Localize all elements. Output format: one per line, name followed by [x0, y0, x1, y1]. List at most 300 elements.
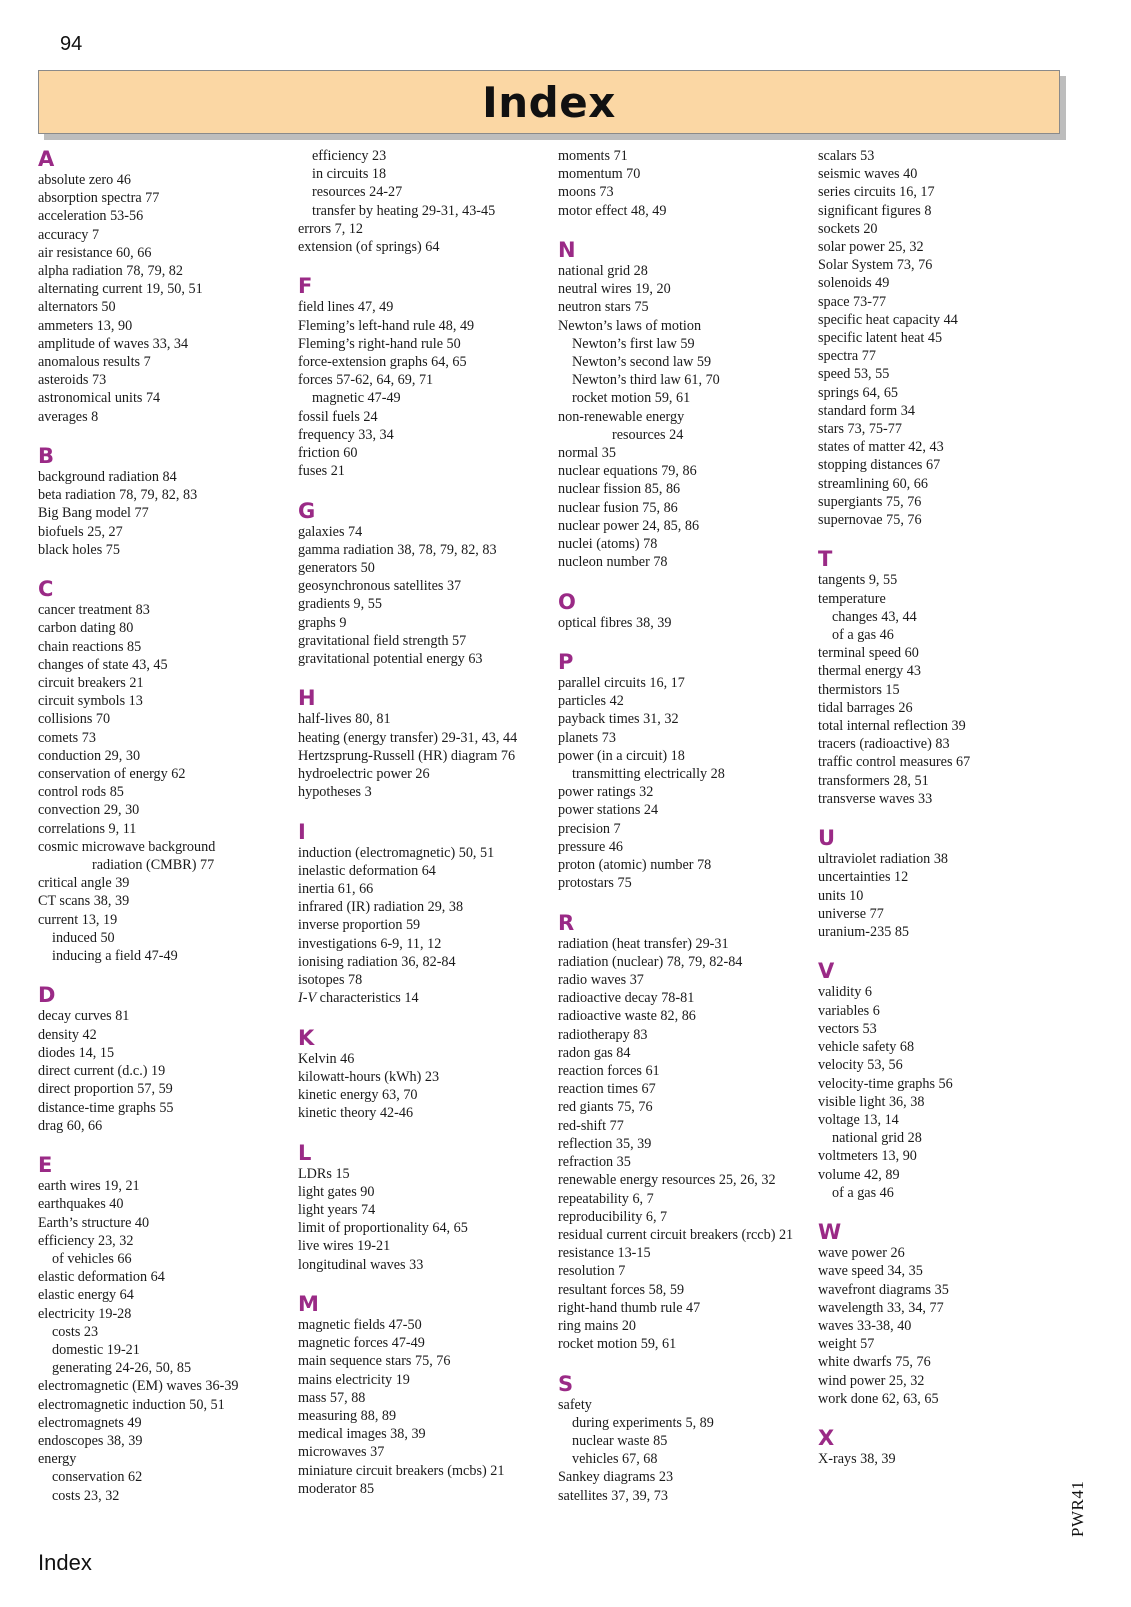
section-gap — [38, 426, 288, 444]
index-entry: velocity 53, 56 — [818, 1057, 903, 1074]
section-gap — [818, 808, 1068, 826]
section-gap — [298, 1274, 548, 1292]
index-entry: uncertainties 12 — [818, 869, 909, 886]
index-entry: distance-time graphs 55 — [38, 1099, 174, 1116]
index-entry: accuracy 7 — [38, 226, 100, 243]
section-letter: P — [558, 650, 574, 675]
section-gap — [298, 256, 548, 274]
index-entry: refraction 35 — [558, 1154, 631, 1171]
index-entry: light years 74 — [298, 1202, 376, 1219]
index-entry: fossil fuels 24 — [298, 408, 378, 425]
index-entry: vehicle safety 68 — [818, 1039, 915, 1056]
index-entry: Fleming’s right-hand rule 50 — [298, 335, 461, 352]
index-entry: optical fibres 38, 39 — [558, 614, 672, 631]
section-letter: O — [558, 589, 576, 614]
index-entry: Earth’s structure 40 — [38, 1214, 150, 1231]
index-entry: nuclear fusion 75, 86 — [558, 499, 678, 516]
index-entry: alternating current 19, 50, 51 — [38, 281, 203, 298]
index-entry: speed 53, 55 — [818, 366, 890, 383]
index-entry: radiation (heat transfer) 29-31 — [558, 935, 729, 952]
index-entry: supergiants 75, 76 — [818, 493, 922, 510]
index-entry: live wires 19-21 — [298, 1238, 391, 1255]
index-entry: waves 33-38, 40 — [818, 1317, 912, 1334]
index-entry: stars 73, 75-77 — [818, 421, 902, 438]
index-subentry: inducing a field 47-49 — [52, 948, 178, 965]
index-entry: investigations 6-9, 11, 12 — [298, 935, 442, 952]
index-entry: temperature — [818, 590, 886, 607]
index-entry: wavelength 33, 34, 77 — [818, 1299, 944, 1316]
index-entry: geosynchronous satellites 37 — [298, 578, 462, 595]
index-entry: direct proportion 57, 59 — [38, 1081, 173, 1098]
index-subentry: rocket motion 59, 61 — [572, 390, 691, 407]
index-entry: induction (electromagnetic) 50, 51 — [298, 844, 495, 861]
index-entry: solar power 25, 32 — [818, 239, 924, 256]
index-entry: volume 42, 89 — [818, 1166, 900, 1183]
index-entry: air resistance 60, 66 — [38, 244, 152, 261]
section-gap — [818, 941, 1068, 959]
index-entry: main sequence stars 75, 76 — [298, 1353, 451, 1370]
index-entry: medical images 38, 39 — [298, 1426, 426, 1443]
index-entry: I-V characteristics 14 — [298, 990, 419, 1007]
section-gap — [38, 1135, 288, 1153]
index-entry: friction 60 — [298, 445, 358, 462]
index-entry: anomalous results 7 — [38, 354, 151, 371]
index-entry: nuclear fission 85, 86 — [558, 481, 681, 498]
index-entry: weight 57 — [818, 1336, 875, 1353]
index-entry: radioactive waste 82, 86 — [558, 1008, 696, 1025]
index-entry: control rods 85 — [38, 784, 124, 801]
index-entry: cancer treatment 83 — [38, 602, 150, 619]
index-entry: normal 35 — [558, 445, 616, 462]
index-subentry: Newton’s third law 61, 70 — [572, 372, 720, 389]
index-entry: visible light 36, 38 — [818, 1093, 925, 1110]
section-letter: K — [298, 1025, 315, 1050]
index-entry: universe 77 — [818, 905, 884, 922]
section-letter: B — [38, 444, 55, 469]
index-entry: specific heat capacity 44 — [818, 311, 958, 328]
index-entry: power (in a circuit) 18 — [558, 747, 685, 764]
index-subentry: national grid 28 — [832, 1130, 922, 1147]
index-column-2 — [298, 147, 548, 1498]
index-entry: conservation of energy 62 — [38, 766, 186, 783]
index-entry: cosmic microwave background — [38, 838, 216, 855]
index-entry: fuses 21 — [298, 463, 345, 480]
index-entry: alternators 50 — [38, 299, 116, 316]
index-subentry: costs 23 — [52, 1323, 99, 1340]
index-subentry: Newton’s second law 59 — [572, 354, 712, 371]
index-entry: repeatability 6, 7 — [558, 1190, 654, 1207]
index-subentry: magnetic 47-49 — [312, 390, 401, 407]
index-entry: velocity-time graphs 56 — [818, 1075, 953, 1092]
index-entry: limit of proportionality 64, 65 — [298, 1220, 468, 1237]
index-entry: density 42 — [38, 1026, 97, 1043]
index-entry: thermistors 15 — [818, 681, 900, 698]
index-entry: states of matter 42, 43 — [818, 439, 944, 456]
side-code: PWR41 — [1068, 1480, 1087, 1537]
index-subentry: conservation 62 — [52, 1469, 143, 1486]
index-entry: energy — [38, 1451, 77, 1468]
index-entry: heating (energy transfer) 29-31, 43, 44 — [298, 729, 518, 746]
index-entry: power stations 24 — [558, 802, 659, 819]
index-column-3 — [558, 147, 808, 1505]
section-letter: M — [298, 1292, 319, 1317]
section-gap — [298, 1122, 548, 1140]
index-entry: wavefront diagrams 35 — [818, 1281, 949, 1298]
section-gap — [298, 668, 548, 686]
index-entry: momentum 70 — [558, 166, 641, 183]
index-entry: Solar System 73, 76 — [818, 257, 933, 274]
index-entry: neutral wires 19, 20 — [558, 281, 671, 298]
index-subentry: costs 23, 32 — [52, 1487, 120, 1504]
index-entry: right-hand thumb rule 47 — [558, 1299, 701, 1316]
index-column-1 — [38, 147, 288, 1505]
index-entry: series circuits 16, 17 — [818, 184, 935, 201]
index-entry: particles 42 — [558, 693, 624, 710]
index-entry: vectors 53 — [818, 1020, 877, 1037]
index-entry: kinetic energy 63, 70 — [298, 1087, 418, 1104]
index-entry: Fleming’s left-hand rule 48, 49 — [298, 317, 475, 334]
index-entry: spectra 77 — [818, 348, 876, 365]
index-subentry: in circuits 18 — [312, 166, 387, 183]
index-entry: errors 7, 12 — [298, 220, 364, 237]
index-entry: total internal reflection 39 — [818, 718, 966, 735]
index-entry: nuclear power 24, 85, 86 — [558, 517, 700, 534]
index-entry: mass 57, 88 — [298, 1389, 366, 1406]
index-entry: specific latent heat 45 — [818, 330, 943, 347]
index-entry: Sankey diagrams 23 — [558, 1469, 674, 1486]
section-letter: H — [298, 686, 316, 711]
index-subentry: efficiency 23 — [312, 148, 387, 164]
section-gap — [38, 559, 288, 577]
index-entry: X-rays 38, 39 — [818, 1451, 896, 1468]
index-entry: conduction 29, 30 — [38, 747, 141, 764]
index-entry: gamma radiation 38, 78, 79, 82, 83 — [298, 541, 497, 558]
index-entry: uranium-235 85 — [818, 924, 910, 941]
section-gap — [558, 892, 808, 910]
index-entry: national grid 28 — [558, 263, 648, 279]
index-entry: tangents 9, 55 — [818, 572, 898, 589]
index-subentry: transfer by heating 29-31, 43-45 — [312, 202, 496, 219]
index-entry: tracers (radioactive) 83 — [818, 736, 950, 753]
index-entry: precision 7 — [558, 820, 621, 837]
index-entry: hydroelectric power 26 — [298, 766, 430, 783]
index-entry: convection 29, 30 — [38, 802, 140, 819]
index-entry: earthquakes 40 — [38, 1196, 124, 1213]
index-entry: diodes 14, 15 — [38, 1044, 115, 1061]
index-entry: moons 73 — [558, 184, 614, 201]
index-subentry: induced 50 — [52, 929, 115, 946]
index-entry: variables 6 — [818, 1002, 880, 1019]
index-entry: streamlining 60, 66 — [818, 475, 928, 492]
section-letter: S — [558, 1371, 574, 1396]
section-gap — [818, 529, 1068, 547]
index-entry: changes of state 43, 45 — [38, 656, 168, 673]
index-entry: seismic waves 40 — [818, 166, 918, 183]
index-entry: motor effect 48, 49 — [558, 202, 667, 219]
index-entry: parallel circuits 16, 17 — [558, 675, 685, 692]
index-subentry: domestic 19-21 — [52, 1341, 140, 1358]
index-entry: wave power 26 — [818, 1245, 905, 1262]
index-entry: electromagnets 49 — [38, 1414, 142, 1431]
index-entry: ultraviolet radiation 38 — [818, 851, 949, 868]
index-entry: stopping distances 67 — [818, 457, 941, 474]
index-entry: miniature circuit breakers (mcbs) 21 — [298, 1462, 505, 1479]
section-letter: C — [38, 577, 54, 602]
section-gap — [298, 480, 548, 498]
index-entry: radiation (nuclear) 78, 79, 82-84 — [558, 953, 743, 970]
index-entry: terminal speed 60 — [818, 645, 919, 662]
index-entry: nuclei (atoms) 78 — [558, 536, 658, 553]
index-entry: power ratings 32 — [558, 784, 654, 801]
index-subentry: of a gas 46 — [832, 1184, 894, 1201]
index-entry: nucleon number 78 — [558, 554, 668, 571]
index-entry: astronomical units 74 — [38, 390, 161, 407]
index-entry: elastic energy 64 — [38, 1287, 134, 1304]
index-subentry: nuclear waste 85 — [572, 1432, 668, 1449]
index-entry: reaction forces 61 — [558, 1063, 660, 1080]
index-entry: critical angle 39 — [38, 875, 130, 892]
section-gap — [558, 571, 808, 589]
index-entry: work done 62, 63, 65 — [818, 1390, 939, 1407]
index-entry: Newton’s laws of motion — [558, 317, 702, 334]
index-subentry: of a gas 46 — [832, 627, 894, 644]
index-entry: voltage 13, 14 — [818, 1111, 899, 1128]
index-entry: force-extension graphs 64, 65 — [298, 354, 467, 371]
index-column-4 — [818, 147, 1068, 1468]
side-code-container — [1068, 1480, 1088, 1607]
index-entry: gravitational potential energy 63 — [298, 651, 483, 668]
index-entry: transformers 28, 51 — [818, 772, 929, 789]
section-letter: T — [818, 547, 833, 572]
index-entry: units 10 — [818, 887, 864, 904]
section-letter: U — [818, 826, 836, 851]
index-subentry: radiation (CMBR) 77 — [92, 857, 215, 874]
index-entry: generators 50 — [298, 560, 375, 577]
index-entry: safety — [558, 1396, 592, 1413]
index-entry: voltmeters 13, 90 — [818, 1148, 917, 1165]
section-letter: F — [298, 274, 313, 299]
section-gap — [818, 1202, 1068, 1220]
index-entry: efficiency 23, 32 — [38, 1232, 134, 1249]
index-entry: inverse proportion 59 — [298, 917, 421, 934]
index-entry: biofuels 25, 27 — [38, 523, 123, 540]
index-entry: payback times 31, 32 — [558, 711, 679, 728]
index-entry: elastic deformation 64 — [38, 1269, 165, 1286]
index-entry: frequency 33, 34 — [298, 426, 394, 443]
section-letter: N — [558, 238, 576, 262]
index-entry: galaxies 74 — [298, 523, 363, 540]
index-entry: magnetic fields 47-50 — [298, 1317, 422, 1334]
page-title: Index — [482, 77, 616, 127]
index-entry: electromagnetic (EM) waves 36-39 — [38, 1378, 239, 1395]
index-entry: acceleration 53-56 — [38, 208, 144, 225]
index-entry: carbon dating 80 — [38, 620, 134, 637]
index-entry: rocket motion 59, 61 — [558, 1336, 677, 1353]
index-entry: scalars 53 — [818, 148, 875, 164]
index-entry: absolute zero 46 — [38, 172, 131, 188]
index-entry: supernovae 75, 76 — [818, 512, 922, 529]
index-entry: significant figures 8 — [818, 202, 932, 219]
index-entry: non-renewable energy — [558, 408, 685, 425]
index-entry: ionising radiation 36, 82-84 — [298, 953, 456, 970]
index-entry: drag 60, 66 — [38, 1117, 103, 1134]
index-entry: half-lives 80, 81 — [298, 711, 391, 728]
index-entry: black holes 75 — [38, 541, 120, 558]
italic-symbol: I-V — [298, 990, 317, 1007]
index-entry: renewable energy resources 25, 26, 32 — [558, 1172, 776, 1189]
index-entry: reflection 35, 39 — [558, 1135, 652, 1152]
index-entry: Hertzsprung-Russell (HR) diagram 76 — [298, 747, 516, 764]
index-subentry: vehicles 67, 68 — [572, 1451, 658, 1468]
index-entry: wind power 25, 32 — [818, 1372, 925, 1389]
index-entry: validity 6 — [818, 984, 872, 1001]
index-entry: radioactive decay 78-81 — [558, 990, 695, 1007]
index-entry: moderator 85 — [298, 1480, 375, 1497]
index-entry: red-shift 77 — [558, 1117, 624, 1134]
index-entry: electricity 19-28 — [38, 1305, 132, 1322]
index-entry: mains electricity 19 — [298, 1371, 410, 1388]
index-entry: neutron stars 75 — [558, 299, 649, 316]
index-entry: kinetic theory 42-46 — [298, 1105, 414, 1122]
index-entry: longitudinal waves 33 — [298, 1256, 424, 1273]
index-entry: earth wires 19, 21 — [38, 1178, 140, 1195]
index-entry: traffic control measures 67 — [818, 754, 971, 771]
index-entry: solenoids 49 — [818, 275, 890, 292]
index-entry: inertia 61, 66 — [298, 881, 374, 898]
index-entry: absorption spectra 77 — [38, 190, 160, 207]
index-entry: protostars 75 — [558, 875, 632, 892]
index-entry: isotopes 78 — [298, 972, 363, 989]
index-entry: springs 64, 65 — [818, 384, 899, 401]
index-subentry: generating 24-26, 50, 85 — [52, 1360, 192, 1377]
index-entry: radio waves 37 — [558, 972, 644, 989]
section-letter: D — [38, 983, 56, 1008]
index-entry: moments 71 — [558, 148, 628, 164]
index-entry: radon gas 84 — [558, 1044, 631, 1061]
index-entry: resolution 7 — [558, 1263, 626, 1280]
index-entry: decay curves 81 — [38, 1008, 130, 1025]
index-entry: extension (of springs) 64 — [298, 239, 440, 256]
index-entry: alpha radiation 78, 79, 82 — [38, 263, 183, 280]
section-letter: V — [818, 959, 835, 984]
index-entry: tidal barrages 26 — [818, 699, 913, 716]
index-entry: resistance 13-15 — [558, 1245, 651, 1262]
index-entry: wave speed 34, 35 — [818, 1263, 923, 1280]
index-entry: light gates 90 — [298, 1183, 375, 1200]
section-letter: G — [298, 498, 316, 523]
index-entry: direct current (d.c.) 19 — [38, 1063, 166, 1080]
section-letter: I — [298, 819, 306, 844]
index-entry: standard form 34 — [818, 402, 915, 419]
index-entry: ammeters 13, 90 — [38, 317, 133, 334]
section-gap — [298, 1007, 548, 1025]
index-entry: LDRs 15 — [298, 1165, 350, 1182]
index-entry: asteroids 73 — [38, 372, 107, 389]
index-entry: magnetic forces 47-49 — [298, 1335, 425, 1352]
index-subentry: transmitting electrically 28 — [572, 766, 725, 783]
index-entry: reaction times 67 — [558, 1081, 656, 1098]
index-entry: proton (atomic) number 78 — [558, 857, 712, 874]
index-entry: Big Bang model 77 — [38, 505, 149, 522]
section-letter: W — [818, 1220, 842, 1245]
section-letter: L — [298, 1140, 312, 1165]
index-entry: thermal energy 43 — [818, 663, 921, 680]
index-subentry: resources 24-27 — [312, 184, 403, 201]
index-entry: microwaves 37 — [298, 1444, 385, 1461]
index-entry: space 73-77 — [818, 293, 887, 310]
index-entry: transverse waves 33 — [818, 790, 933, 807]
index-entry: reproducibility 6, 7 — [558, 1208, 668, 1225]
index-subentry: changes 43, 44 — [832, 608, 917, 625]
index-subentry: resources 24 — [612, 426, 684, 443]
index-entry: electromagnetic induction 50, 51 — [38, 1396, 225, 1413]
footer-title: Index — [38, 1550, 92, 1575]
index-entry: field lines 47, 49 — [298, 299, 394, 316]
index-entry: gravitational field strength 57 — [298, 632, 467, 649]
section-gap — [298, 801, 548, 819]
index-entry: hypotheses 3 — [298, 784, 372, 801]
index-subentry: during experiments 5, 89 — [572, 1414, 714, 1431]
index-subentry: Newton’s first law 59 — [572, 335, 695, 352]
index-entry: Kelvin 46 — [298, 1050, 355, 1067]
index-subentry: of vehicles 66 — [52, 1250, 132, 1267]
index-entry: planets 73 — [558, 729, 616, 746]
section-letter: X — [818, 1426, 835, 1451]
page-number: 94 — [60, 33, 83, 55]
index-entry: white dwarfs 75, 76 — [818, 1354, 931, 1371]
index-columns — [38, 147, 1078, 1547]
index-entry: infrared (IR) radiation 29, 38 — [298, 899, 464, 916]
index-entry: nuclear equations 79, 86 — [558, 463, 697, 480]
section-letter: A — [38, 147, 55, 171]
index-entry: CT scans 38, 39 — [38, 893, 130, 910]
section-letter: E — [38, 1153, 53, 1178]
index-entry: circuit breakers 21 — [38, 675, 144, 692]
index-entry: resultant forces 58, 59 — [558, 1281, 685, 1298]
title-banner — [38, 70, 1060, 134]
index-entry: graphs 9 — [298, 614, 347, 631]
index-entry: background radiation 84 — [38, 469, 177, 486]
section-gap — [818, 1408, 1068, 1426]
index-entry: sockets 20 — [818, 220, 878, 237]
index-entry: radiotherapy 83 — [558, 1026, 648, 1043]
index-entry: kilowatt-hours (kWh) 23 — [298, 1068, 440, 1085]
index-entry: satellites 37, 39, 73 — [558, 1487, 668, 1504]
index-entry: chain reactions 85 — [38, 638, 142, 655]
index-entry: collisions 70 — [38, 711, 111, 728]
section-gap — [558, 1353, 808, 1371]
section-gap — [558, 632, 808, 650]
index-entry: gradients 9, 55 — [298, 596, 382, 613]
index-entry: amplitude of waves 33, 34 — [38, 335, 189, 352]
index-entry: correlations 9, 11 — [38, 820, 137, 837]
index-entry: endoscopes 38, 39 — [38, 1432, 143, 1449]
section-letter: R — [558, 910, 575, 935]
index-entry: measuring 88, 89 — [298, 1408, 397, 1425]
index-entry: comets 73 — [38, 729, 96, 746]
index-entry: red giants 75, 76 — [558, 1099, 653, 1116]
index-entry: averages 8 — [38, 408, 99, 425]
index-entry: ring mains 20 — [558, 1317, 637, 1334]
index-entry: current 13, 19 — [38, 911, 118, 928]
index-entry: residual current circuit breakers (rccb) 21 — [558, 1226, 794, 1243]
section-gap — [38, 965, 288, 983]
index-entry: forces 57-62, 64, 69, 71 — [298, 372, 434, 389]
index-entry: inelastic deformation 64 — [298, 862, 436, 879]
section-gap — [558, 220, 808, 238]
index-entry: circuit symbols 13 — [38, 693, 143, 710]
index-entry: pressure 46 — [558, 838, 624, 855]
